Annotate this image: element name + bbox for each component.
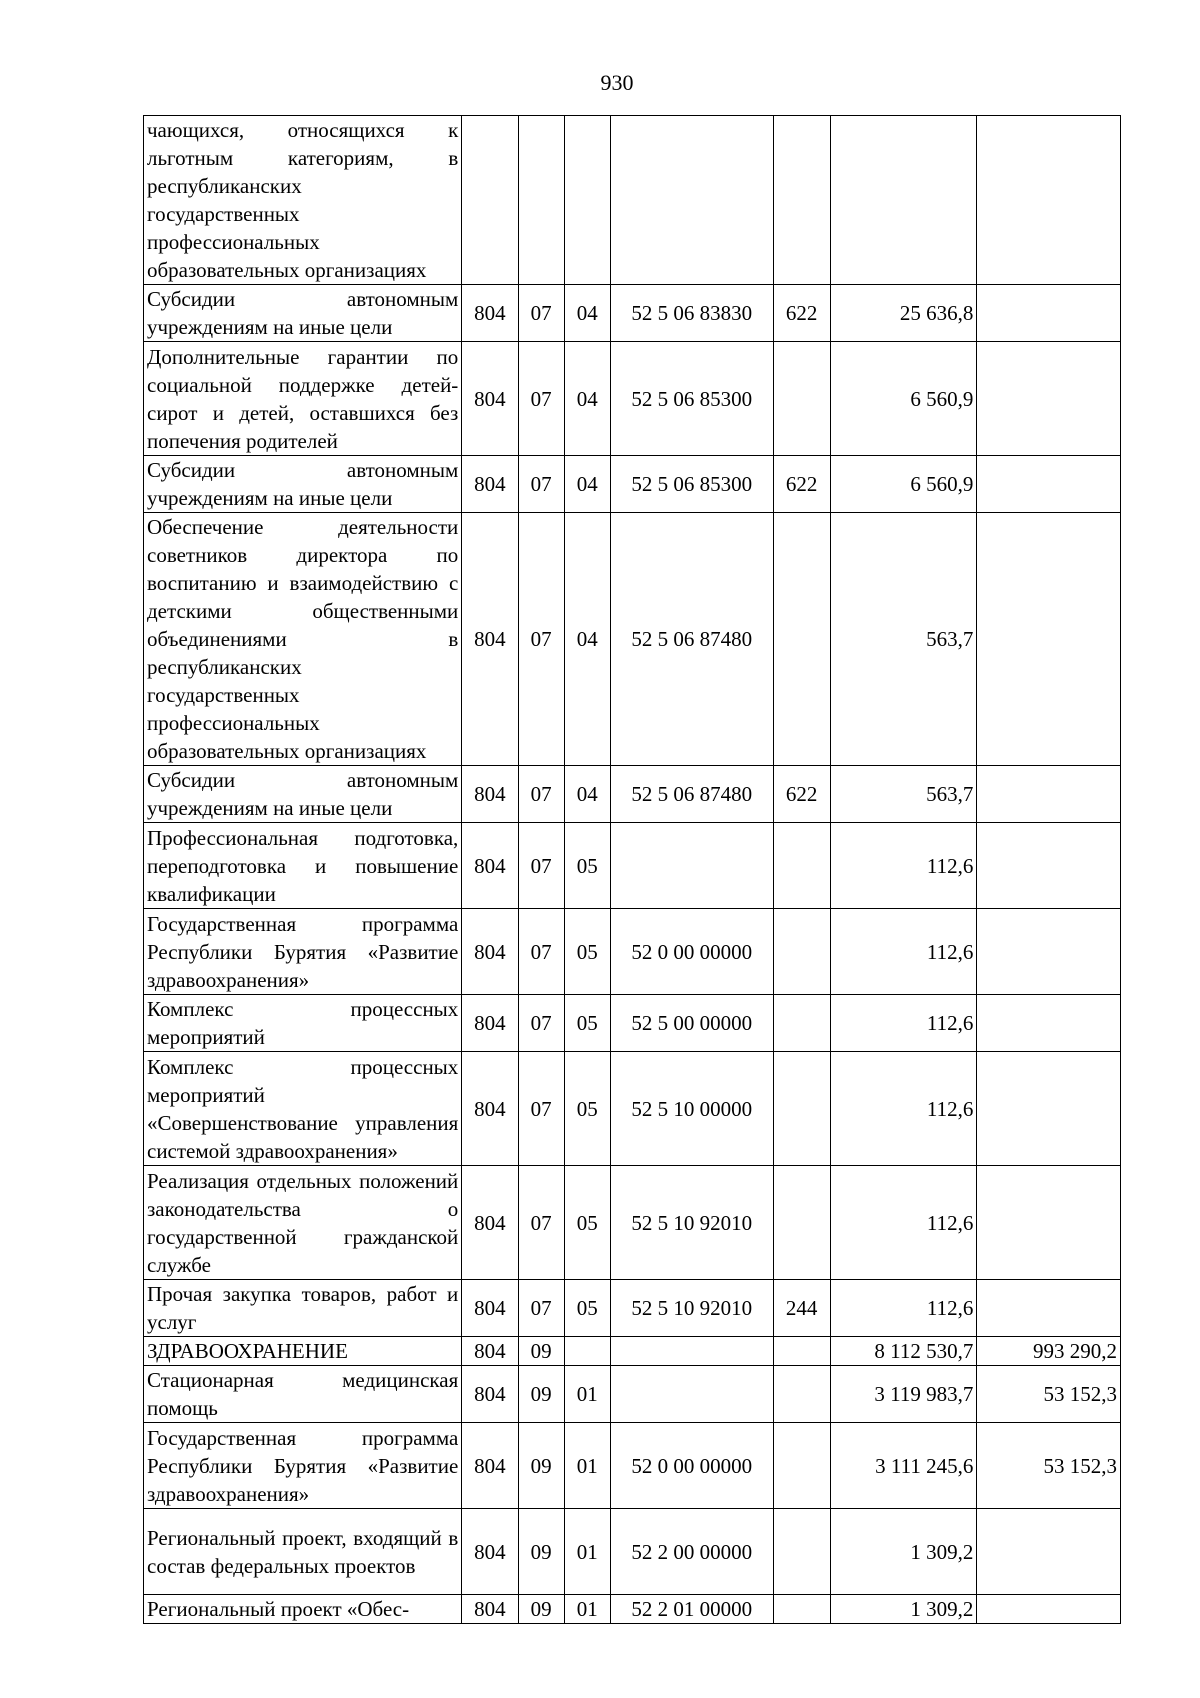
target-article-code: 52 2 00 00000	[610, 1509, 773, 1595]
target-article-code: 52 5 06 83830	[610, 285, 773, 342]
budget-table	[143, 115, 1121, 1624]
section-code: 07	[518, 995, 564, 1052]
amount-total: 1 309,2	[830, 1509, 977, 1595]
expense-type-code	[773, 1595, 830, 1624]
expense-type-code	[773, 1423, 830, 1509]
table-row	[144, 1337, 1121, 1366]
amount-total: 1 309,2	[830, 1595, 977, 1624]
subsection-code: 05	[564, 995, 610, 1052]
ved-code: 804	[462, 1280, 518, 1337]
ved-code: 804	[462, 513, 518, 766]
target-article-code: 52 0 00 00000	[610, 1423, 773, 1509]
ved-code: 804	[462, 1595, 518, 1624]
expense-type-code	[773, 342, 830, 456]
amount-federal	[977, 909, 1121, 995]
expense-type-code: 622	[773, 285, 830, 342]
expense-type-code: 244	[773, 1280, 830, 1337]
amount-total: 6 560,9	[830, 342, 977, 456]
expense-type-code: 622	[773, 456, 830, 513]
amount-total	[830, 116, 977, 285]
target-article-code: 52 5 06 87480	[610, 766, 773, 823]
ved-code: 804	[462, 766, 518, 823]
table-row	[144, 823, 1121, 909]
section-code: 07	[518, 456, 564, 513]
amount-total: 112,6	[830, 823, 977, 909]
row-name: Государственная программа Республики Бурятия «Развитие здравоохранения»	[144, 909, 462, 995]
row-name: Субсидии автономным учреждениям на иные цели	[144, 456, 462, 513]
amount-federal: 53 152,3	[977, 1423, 1121, 1509]
ved-code: 804	[462, 823, 518, 909]
amount-total: 8 112 530,7	[830, 1337, 977, 1366]
amount-total: 112,6	[830, 1052, 977, 1166]
amount-total: 25 636,8	[830, 285, 977, 342]
target-article-code: 52 2 01 00000	[610, 1595, 773, 1624]
row-name: Субсидии автономным учреждениям на иные цели	[144, 766, 462, 823]
table-row	[144, 1595, 1121, 1624]
table-row	[144, 909, 1121, 995]
target-article-code	[610, 1337, 773, 1366]
target-article-code: 52 0 00 00000	[610, 909, 773, 995]
target-article-code: 52 5 10 00000	[610, 1052, 773, 1166]
section-code: 09	[518, 1423, 564, 1509]
amount-federal	[977, 766, 1121, 823]
expense-type-code	[773, 995, 830, 1052]
row-name: Реализация отдельных положений законодательства о государственной гражданской службе	[144, 1166, 462, 1280]
section-code: 07	[518, 1052, 564, 1166]
ved-code: 804	[462, 909, 518, 995]
table-body	[144, 116, 1121, 1624]
row-name: Комплекс процессных мероприятий «Совершенствование управления системой здравоохранения»	[144, 1052, 462, 1166]
amount-total: 563,7	[830, 766, 977, 823]
expense-type-code	[773, 1166, 830, 1280]
amount-federal: 53 152,3	[977, 1366, 1121, 1423]
table-row	[144, 456, 1121, 513]
amount-federal	[977, 513, 1121, 766]
page-number: 930	[600, 70, 634, 95]
amount-federal	[977, 1280, 1121, 1337]
amount-federal	[977, 995, 1121, 1052]
table-row	[144, 1423, 1121, 1509]
target-article-code: 52 5 06 85300	[610, 456, 773, 513]
row-name: Обеспечение деятельности советников директора по воспитанию и взаимодействию с детскими общественными объединениями в республиканских государственных профессиональных образовательных организациях	[144, 513, 462, 766]
target-article-code: 52 5 00 00000	[610, 995, 773, 1052]
section-code: 07	[518, 1166, 564, 1280]
amount-total: 112,6	[830, 909, 977, 995]
target-article-code	[610, 823, 773, 909]
ved-code: 804	[462, 1166, 518, 1280]
amount-federal	[977, 285, 1121, 342]
amount-total: 112,6	[830, 1166, 977, 1280]
expense-type-code	[773, 116, 830, 285]
subsection-code: 05	[564, 1052, 610, 1166]
subsection-code: 01	[564, 1423, 610, 1509]
amount-federal	[977, 342, 1121, 456]
row-name: Прочая закупка товаров, работ и услуг	[144, 1280, 462, 1337]
section-code: 07	[518, 1280, 564, 1337]
amount-total: 3 119 983,7	[830, 1366, 977, 1423]
table-row	[144, 1280, 1121, 1337]
row-name: ЗДРАВООХРАНЕНИЕ	[144, 1337, 462, 1366]
expense-type-code	[773, 513, 830, 766]
amount-total: 3 111 245,6	[830, 1423, 977, 1509]
subsection-code: 04	[564, 285, 610, 342]
target-article-code	[610, 1366, 773, 1423]
amount-federal	[977, 823, 1121, 909]
amount-federal	[977, 1166, 1121, 1280]
row-name: Региональный проект «Обес-	[144, 1595, 462, 1624]
ved-code: 804	[462, 285, 518, 342]
row-name: Субсидии автономным учреждениям на иные цели	[144, 285, 462, 342]
section-code: 07	[518, 766, 564, 823]
ved-code: 804	[462, 456, 518, 513]
subsection-code: 04	[564, 766, 610, 823]
amount-total: 112,6	[830, 995, 977, 1052]
table-row	[144, 995, 1121, 1052]
table-row	[144, 1052, 1121, 1166]
amount-federal	[977, 1595, 1121, 1624]
section-code: 07	[518, 342, 564, 456]
section-code: 07	[518, 513, 564, 766]
subsection-code: 01	[564, 1509, 610, 1595]
table-row	[144, 766, 1121, 823]
section-code: 09	[518, 1595, 564, 1624]
ved-code: 804	[462, 1337, 518, 1366]
row-name: чающихся, относящихся к льготным категориям, в республиканских государственных профессиональных образовательных организациях	[144, 116, 462, 285]
table-row	[144, 513, 1121, 766]
amount-federal	[977, 456, 1121, 513]
subsection-code: 05	[564, 909, 610, 995]
row-name: Комплекс процессных мероприятий	[144, 995, 462, 1052]
amount-total: 6 560,9	[830, 456, 977, 513]
target-article-code: 52 5 10 92010	[610, 1166, 773, 1280]
ved-code: 804	[462, 1366, 518, 1423]
target-article-code: 52 5 10 92010	[610, 1280, 773, 1337]
expense-type-code	[773, 823, 830, 909]
table-row	[144, 342, 1121, 456]
expense-type-code	[773, 909, 830, 995]
table-row	[144, 1509, 1121, 1595]
expense-type-code	[773, 1052, 830, 1166]
table-row	[144, 1166, 1121, 1280]
section-code: 09	[518, 1337, 564, 1366]
subsection-code: 05	[564, 1166, 610, 1280]
subsection-code: 04	[564, 342, 610, 456]
amount-federal	[977, 1052, 1121, 1166]
row-name: Дополнительные гарантии по социальной поддержке детей-сирот и детей, оставшихся без попечения родителей	[144, 342, 462, 456]
row-name: Государственная программа Республики Бурятия «Развитие здравоохранения»	[144, 1423, 462, 1509]
amount-federal	[977, 116, 1121, 285]
section-code: 07	[518, 285, 564, 342]
amount-federal	[977, 1509, 1121, 1595]
subsection-code: 01	[564, 1366, 610, 1423]
row-name: Стационарная медицинская помощь	[144, 1366, 462, 1423]
table-row	[144, 285, 1121, 342]
ved-code: 804	[462, 995, 518, 1052]
row-name: Региональный проект, входящий в состав федеральных проектов	[144, 1509, 462, 1595]
subsection-code: 04	[564, 513, 610, 766]
subsection-code: 05	[564, 823, 610, 909]
target-article-code	[610, 116, 773, 285]
subsection-code: 04	[564, 456, 610, 513]
amount-federal: 993 290,2	[977, 1337, 1121, 1366]
ved-code: 804	[462, 1423, 518, 1509]
expense-type-code: 622	[773, 766, 830, 823]
table-row	[144, 116, 1121, 285]
amount-total: 563,7	[830, 513, 977, 766]
section-code: 07	[518, 823, 564, 909]
table-row	[144, 1366, 1121, 1423]
expense-type-code	[773, 1509, 830, 1595]
expense-type-code	[773, 1366, 830, 1423]
ved-code: 804	[462, 342, 518, 456]
row-name: Профессиональная подготовка, переподготовка и повышение квалификации	[144, 823, 462, 909]
ved-code: 804	[462, 1052, 518, 1166]
section-code: 07	[518, 909, 564, 995]
target-article-code: 52 5 06 87480	[610, 513, 773, 766]
ved-code: 804	[462, 1509, 518, 1595]
subsection-code	[564, 1337, 610, 1366]
ved-code	[462, 116, 518, 285]
section-code	[518, 116, 564, 285]
subsection-code	[564, 116, 610, 285]
expense-type-code	[773, 1337, 830, 1366]
subsection-code: 01	[564, 1595, 610, 1624]
section-code: 09	[518, 1366, 564, 1423]
target-article-code: 52 5 06 85300	[610, 342, 773, 456]
subsection-code: 05	[564, 1280, 610, 1337]
section-code: 09	[518, 1509, 564, 1595]
amount-total: 112,6	[830, 1280, 977, 1337]
